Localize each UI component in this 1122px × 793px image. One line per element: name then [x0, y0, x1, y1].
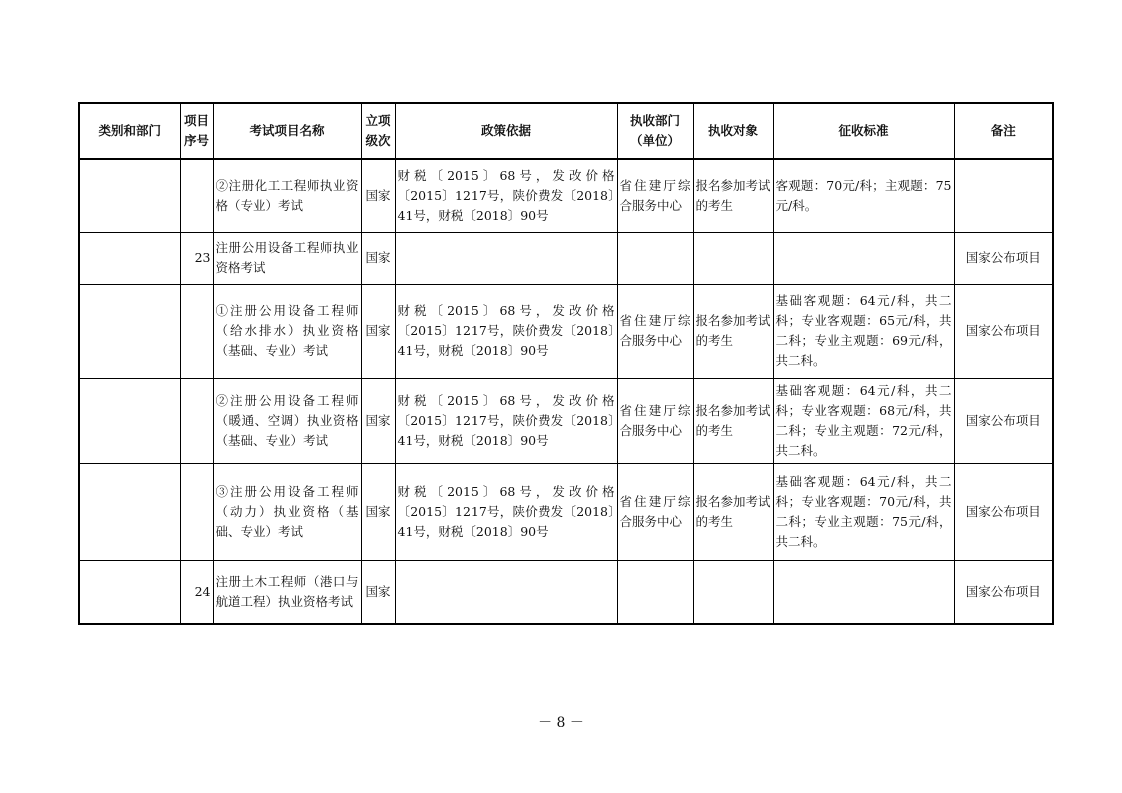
cell-target: 报名参加考试的考生 [693, 284, 773, 378]
header-remark: 备注 [954, 103, 1053, 159]
cell-policy: 财税〔2015〕68号，发改价格〔2015〕1217号，陕价费发〔2018〕41号，财税〔2018〕90号 [395, 463, 617, 560]
cell-dept [617, 560, 693, 624]
cell-target [693, 560, 773, 624]
cell-level: 国家 [361, 159, 395, 232]
cell-remark: 国家公布项目 [954, 378, 1053, 463]
cell-remark: 国家公布项目 [954, 284, 1053, 378]
cell-policy [395, 560, 617, 624]
cell-standard [773, 232, 954, 284]
cell-standard: 基础客观题：64元/科，共二科；专业客观题：68元/科，共二科；专业主观题：72元/科，共二科。 [773, 378, 954, 463]
header-level: 立项级次 [361, 103, 395, 159]
cell-remark [954, 159, 1053, 232]
cell-policy [395, 232, 617, 284]
cell-name: 注册土木工程师（港口与航道工程）执业资格考试 [213, 560, 361, 624]
cell-seq [180, 463, 213, 560]
header-policy: 政策依据 [395, 103, 617, 159]
cell-seq [180, 378, 213, 463]
cell-dept [617, 232, 693, 284]
cell-level: 国家 [361, 560, 395, 624]
cell-name: ②注册化工工程师执业资格（专业）考试 [213, 159, 361, 232]
cell-category [79, 284, 180, 378]
cell-level: 国家 [361, 378, 395, 463]
table-row [79, 159, 1053, 232]
header-seq: 项目序号 [180, 103, 213, 159]
cell-remark: 国家公布项目 [954, 232, 1053, 284]
cell-category [79, 378, 180, 463]
cell-target: 报名参加考试的考生 [693, 463, 773, 560]
cell-target [693, 232, 773, 284]
table-row [79, 463, 1053, 560]
cell-dept: 省住建厅综合服务中心 [617, 378, 693, 463]
cell-target: 报名参加考试的考生 [693, 378, 773, 463]
header-target: 执收对象 [693, 103, 773, 159]
cell-level: 国家 [361, 284, 395, 378]
cell-category [79, 463, 180, 560]
cell-target: 报名参加考试的考生 [693, 159, 773, 232]
cell-category [79, 159, 180, 232]
table-row [79, 232, 1053, 284]
header-standard: 征收标准 [773, 103, 954, 159]
cell-level: 国家 [361, 232, 395, 284]
cell-seq [180, 159, 213, 232]
cell-dept: 省住建厅综合服务中心 [617, 284, 693, 378]
cell-seq: 24 [180, 560, 213, 624]
cell-name: 注册公用设备工程师执业资格考试 [213, 232, 361, 284]
cell-standard: 客观题：70元/科；主观题：75元/科。 [773, 159, 954, 232]
header-dept: 执收部门（单位） [617, 103, 693, 159]
cell-name: ②注册公用设备工程师（暖通、空调）执业资格（基础、专业）考试 [213, 378, 361, 463]
cell-standard [773, 560, 954, 624]
cell-dept: 省住建厅综合服务中心 [617, 463, 693, 560]
cell-dept: 省住建厅综合服务中心 [617, 159, 693, 232]
cell-seq [180, 284, 213, 378]
cell-standard: 基础客观题：64元/科，共二科；专业客观题：70元/科，共二科；专业主观题：75元/科，共二科。 [773, 463, 954, 560]
fee-table [78, 102, 1054, 625]
cell-level: 国家 [361, 463, 395, 560]
cell-name: ①注册公用设备工程师（给水排水）执业资格（基础、专业）考试 [213, 284, 361, 378]
header-category: 类别和部门 [79, 103, 180, 159]
cell-name: ③注册公用设备工程师（动力）执业资格（基础、专业）考试 [213, 463, 361, 560]
cell-remark: 国家公布项目 [954, 463, 1053, 560]
table-row [79, 284, 1053, 378]
table-row [79, 378, 1053, 463]
header-row [79, 103, 1053, 159]
cell-policy: 财税〔2015〕68号，发改价格〔2015〕1217号，陕价费发〔2018〕41号，财税〔2018〕90号 [395, 378, 617, 463]
cell-remark: 国家公布项目 [954, 560, 1053, 624]
cell-category [79, 560, 180, 624]
cell-category [79, 232, 180, 284]
cell-policy: 财税〔2015〕68号，发改价格〔2015〕1217号，陕价费发〔2018〕41号，财税〔2018〕90号 [395, 284, 617, 378]
cell-policy: 财税〔2015〕68号，发改价格〔2015〕1217号，陕价费发〔2018〕41号，财税〔2018〕90号 [395, 159, 617, 232]
table-row [79, 560, 1053, 624]
cell-standard: 基础客观题：64元/科，共二科；专业客观题：65元/科，共二科；专业主观题：69元/科，共二科。 [773, 284, 954, 378]
header-name: 考试项目名称 [213, 103, 361, 159]
page-number: － 8 － [538, 715, 584, 731]
cell-seq: 23 [180, 232, 213, 284]
